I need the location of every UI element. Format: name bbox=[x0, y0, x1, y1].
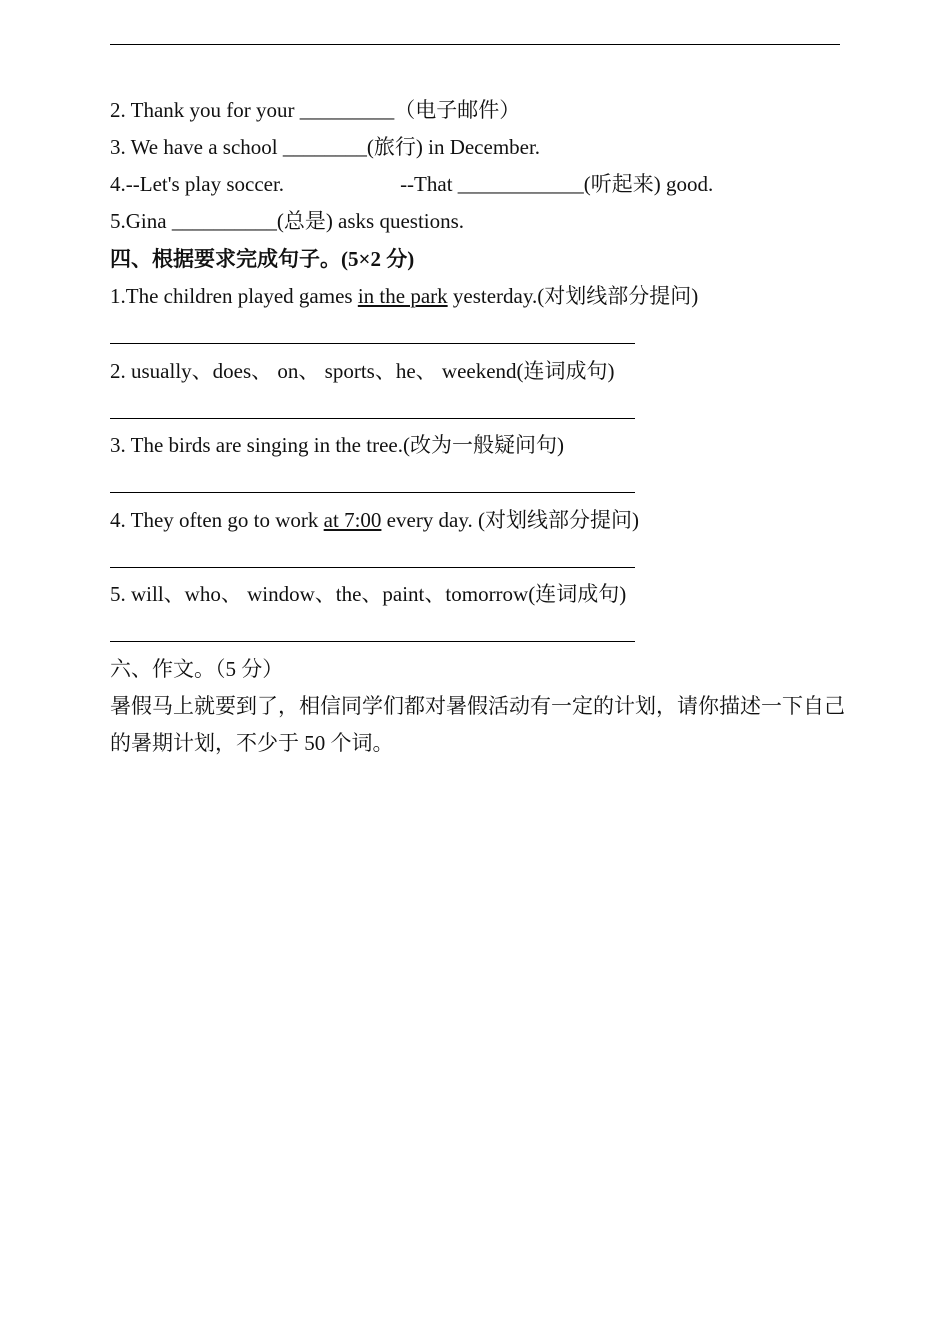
vocab-question-4-reply: --That ____________(听起来) good. bbox=[400, 172, 714, 196]
underlined-phrase: at 7:00 bbox=[323, 508, 382, 532]
section-4-heading: 四、根据要求完成句子。(5×2 分) bbox=[110, 247, 415, 271]
item-text: 1.The children played games bbox=[110, 284, 358, 308]
answer-line-3[interactable] bbox=[110, 492, 635, 493]
sentence-item-3: 3. The birds are singing in the tree.(改为一般疑问句) bbox=[110, 433, 564, 457]
item-instruction: yesterday.(对划线部分提问) bbox=[447, 284, 699, 308]
sentence-item-1 bbox=[110, 282, 698, 310]
underlined-phrase: in the park bbox=[357, 284, 448, 308]
vocab-question-2: 2. Thank you for your _________（电子邮件） bbox=[110, 98, 521, 122]
item-text: 4. They often go to work bbox=[110, 508, 324, 532]
vocab-question-4-prompt: 4.--Let's play soccer. bbox=[110, 172, 285, 196]
sentence-item-4 bbox=[110, 506, 639, 534]
answer-line-5[interactable] bbox=[110, 641, 635, 642]
sentence-item-5: 5. will、who、 window、the、paint、tomorrow(连词成句) bbox=[110, 582, 627, 606]
vocab-question-4 bbox=[110, 170, 713, 198]
item-instruction: every day. (对划线部分提问) bbox=[381, 508, 639, 532]
vocab-question-3: 3. We have a school ________(旅行) in December. bbox=[110, 135, 541, 159]
answer-line-2[interactable] bbox=[110, 418, 635, 419]
vocab-question-5: 5.Gina __________(总是) asks questions. bbox=[110, 209, 465, 233]
sentence-item-2: 2. usually、does、 on、 sports、he、 weekend(连词成句) bbox=[110, 359, 615, 383]
header-rule bbox=[110, 44, 840, 45]
essay-prompt: 暑假马上就要到了，相信同学们都对暑假活动有一定的计划，请你描述一下自己的暑期计划，不少于 50 个词。 bbox=[110, 694, 845, 755]
answer-line-4[interactable] bbox=[110, 567, 635, 568]
answer-line-1[interactable] bbox=[110, 343, 635, 344]
section-6-heading: 六、作文。（5 分） bbox=[110, 657, 284, 681]
